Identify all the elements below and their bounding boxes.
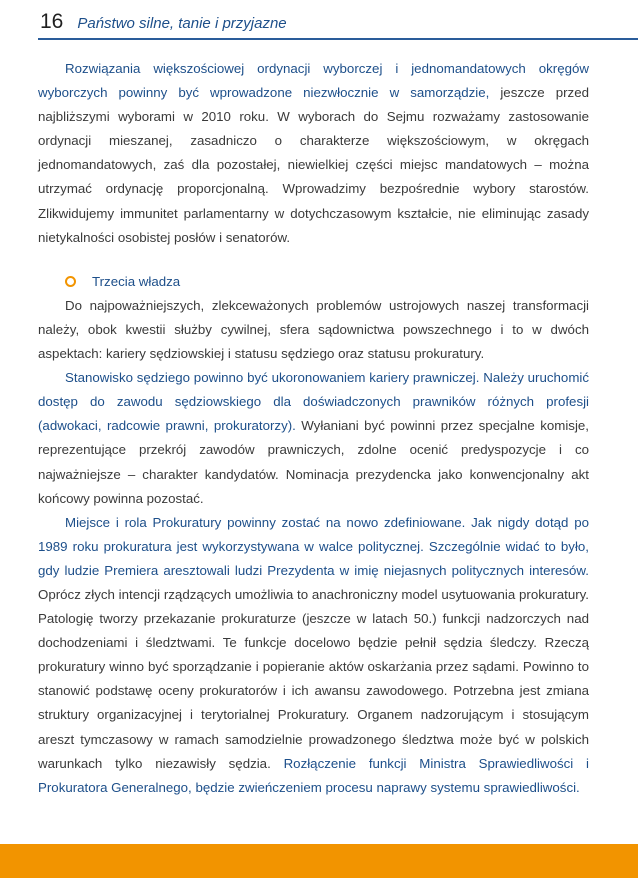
header-divider: [38, 38, 638, 40]
section-heading-text: Trzecia władza: [92, 273, 181, 289]
body-text: jeszcze przed najbliższymi wyborami w 2010 roku. W wyborach do Sejmu rozważamy zastosowanie ordynacji mieszanej, zasadniczo o charakterze większościowym, w okręgach jednomandatowych, zaś dla pozostałej, niewielkiej części miejsc mandatowych – można utrzymać ordynację proporcjonalną. Wprowadzimy bezpośrednie wybory starostów. Zlikwidujemy immunitet parlamentarny w dotychczasowym kształcie, nie eliminując zasady nietykalności osobistej posłów i senatorów.: [38, 85, 589, 245]
emphasis-text: Rozłączenie funkcji Ministra Sprawiedliwości i Prokuratora Generalnego, będzie zwieńczeniem procesu naprawy systemu sprawiedliwości.: [38, 755, 590, 795]
paragraph-judiciary-intro: Do najpoważniejszych, zlekceważonych problemów ustrojowych naszej transformacji należy, obok kwestii służby cywilnej, sfera sądownictwa powszechnego i to w dwóch aspektach: kariery sędziowskiej i statusu sędziego oraz statusu prokuratury.: [38, 297, 589, 362]
footer-bar: [0, 844, 638, 878]
page-number: 16: [40, 10, 64, 33]
document-body: [38, 57, 589, 800]
paragraph-electoral-reform: [38, 57, 589, 250]
emphasis-text: Miejsce i rola Prokuratury powinny zostać na nowo zdefiniowane. Jak nigdy dotąd po 1989 roku prokuratura jest wykorzystywana w walce politycznej. Szczególnie widać to było, gdy ludzie Premiera aresztowali ludzi Prezydenta w imię niejasnych politycznych interesów.: [38, 514, 589, 578]
emphasis-text: Rozwiązania większościowej ordynacji wyborczej i jednomandatowych okręgów wyborczych powinny być wprowadzone niezwłocznie w samorządzie,: [38, 61, 589, 101]
emphasis-text: Stanowisko sędziego powinno być ukoronowaniem kariery prawniczej. Należy uruchomić dostęp do zawodu sędziowskiego dla doświadczonych prawników różnych profesji (adwokaci, radcowie prawni, prokuratorzy).: [38, 370, 589, 434]
section-heading: [38, 270, 589, 294]
page-header: [40, 10, 287, 38]
body-text: Oprócz złych intencji rządzących umożliwia to anachroniczny model usytuowania prokuratury. Patologię tworzy przekazanie prokuraturze (jeszcze w latach 50.) funkcji nadzorczych nad dochodzeniami i śledztwami. Te funkcje docelowo będzie pełnił sędzia śledczy. Rzeczą prokuratury winno być sporządzanie i popieranie aktów oskarżania przez sądami. Powinno to stanowić podstawę oceny prokuratorów i ich awansu zawodowego. Potrzebna jest zmiana struktury organizacyjnej i terytorialnej Prokuratury. Organem nadzorującym i stosującym areszt tymczasowy w ramach samodzielnie prowadzonego śledztwa może być w polskich warunkach tylko niezawisły sędzia.: [38, 586, 589, 771]
paragraph-prosecution: [38, 511, 589, 800]
paragraph-judge-career: [38, 366, 589, 511]
circle-bullet-icon: [65, 276, 76, 287]
running-title: Państwo silne, tanie i przyjazne: [77, 15, 287, 32]
body-text: Wyłaniani być powinni przez specjalne komisje, reprezentujące przekrój zawodów prawniczych, zdolne ocenić predyspozycje i co najważniejsze – charakter kandydatów. Nominacja prezydencka jako konwencjonalny akt końcowy powinna pozostać.: [38, 418, 589, 506]
